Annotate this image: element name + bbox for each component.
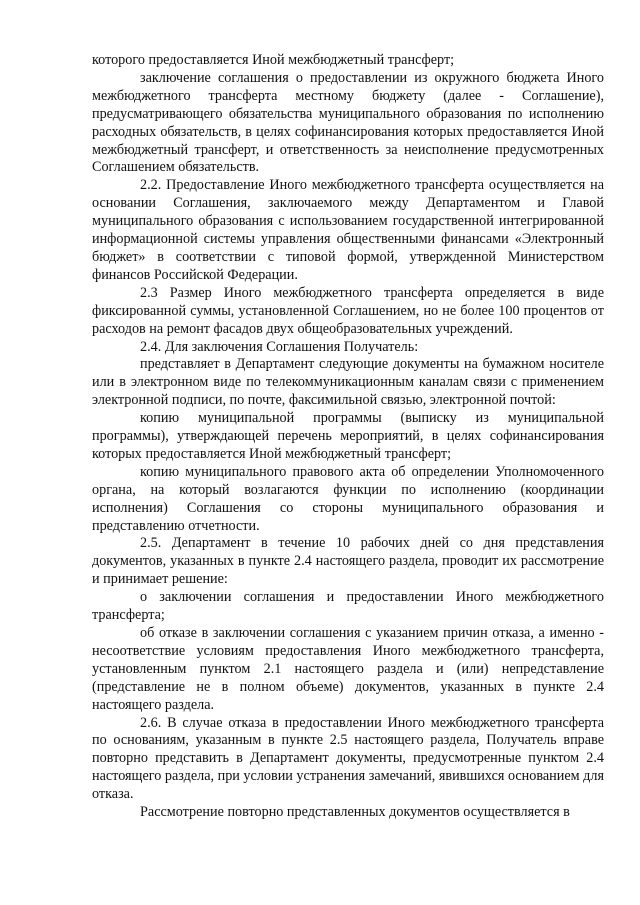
- paragraph-continuation: которого предоставляется Иной межбюджетный трансферт;: [92, 52, 455, 68]
- paragraph-2-2: 2.2. Предоставление Иного межбюджетного трансферта осуществляется на основании Соглашения, заключаемого между Департаментом и Главой муниципального образования с использованием государственной интегрированной информационной системы управления общественными финансами «Электронный бюджет» в соответствии с типовой формой, утвержденной Министерством финансов Российской Федерации.: [92, 177, 604, 283]
- paragraph-2-3: 2.3 Размер Иного межбюджетного трансферта определяется в виде фиксированной суммы, установленной Соглашением, но не более 100 процентов от расходов на ремонт фасадов двух общеобразовательных учреждений.: [92, 284, 604, 337]
- paragraph-2-6: 2.6. В случае отказа в предоставлении Иного межбюджетного трансферта по основаниям, указанным в пункте 2.5 настоящего раздела, Получатель вправе повторно представить в Департамент документы, предусмотренные пунктом 2.4 настоящего раздела, при условии устранения замечаний, явившихся основанием для отказа.: [92, 714, 605, 803]
- paragraph-submits-documents: представляет в Департамент следующие документы на бумажном носителе или в электронном виде по телекоммуникационным каналам связи с применением электронной подписи, по почте, факсимильной связью, электронной почтой:: [92, 356, 604, 409]
- paragraph-2-4: 2.4. Для заключения Соглашения Получатель:: [140, 338, 419, 355]
- paragraph-decision-approve: о заключении соглашения и предоставлении Иного межбюджетного трансферта;: [92, 589, 604, 624]
- paragraph-resubmission: Рассмотрение повторно представленных документов осуществляется в: [140, 804, 570, 821]
- paragraph-decision-refuse: об отказе в заключении соглашения с указанием причин отказа, а именно - несоответствие условиям предоставления Иного межбюджетного трансферта, установленным пунктом 2.1 настоящего раздела и (или) непредставление (представление не в полном объеме) документов, указанных в пункте 2.4 настоящего раздела.: [92, 625, 604, 713]
- paragraph-legal-act-copy: копию муниципального правового акта об определении Уполномоченного органа, на который возлагаются функции по исполнению (координации исполнения) Соглашения со стороны муниципального образования и представлению отчетности.: [92, 463, 604, 534]
- document-body: [92, 52, 604, 822]
- paragraph-agreement-conclusion: заключение соглашения о предоставлении из окружного бюджета Иного межбюджетного трансферта местному бюджету (далее - Соглашение), предусматривающего обязательства муниципального образования по исполнению расходных обязательств, в целях софинансирования которых предоставляется Иной межбюджетный трансферт, и ответственность за неисполнение предусмотренных Соглашением обязательств.: [92, 69, 604, 176]
- paragraph-program-copy: копию муниципальной программы (выписку из муниципальной программы), утверждающей перечень мероприятий, в целях софинансирования которых предоставляется Иной межбюджетный трансферт;: [92, 410, 604, 462]
- paragraph-2-5: 2.5. Департамент в течение 10 рабочих дней со дня представления документов, указанных в пункте 2.4 настоящего раздела, проводит их рассмотрение и принимает решение:: [92, 535, 604, 588]
